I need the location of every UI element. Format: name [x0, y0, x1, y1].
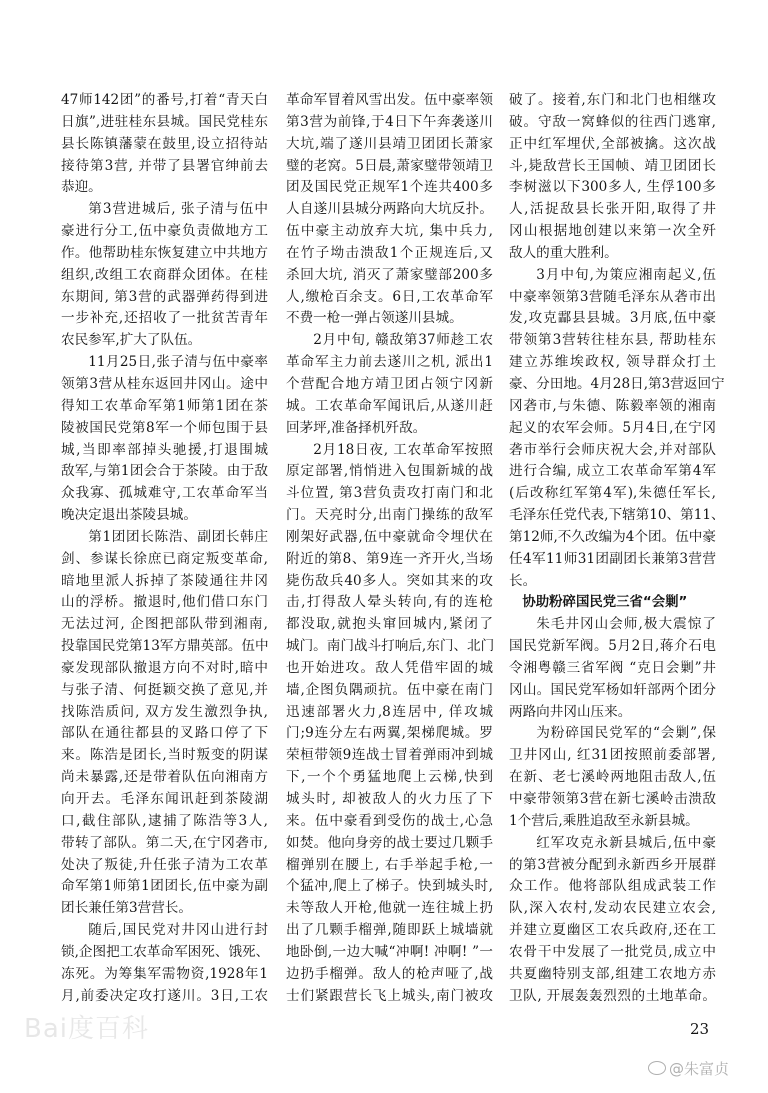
text-line: 中豪带领第3营在新七溪岭击溃敌	[509, 791, 716, 807]
text-line: 作。他帮助桂东恢复建立中共地方	[61, 244, 268, 261]
text-line: 随后,国民党对井冈山进行封	[88, 922, 268, 939]
text-line: 豪、分田地。4月28日,第3营返回宁	[509, 375, 725, 392]
text-line: 找陈浩质问, 双方发生激烈争执,	[61, 703, 268, 720]
text-line: 附近的第8、第9连一齐开火,当场	[286, 550, 493, 567]
text-line: 组织,改组工农商群众团体。在桂	[61, 266, 268, 283]
text-line: 发,攻克酃县县城。3月底,伍中豪	[509, 310, 716, 327]
text-line: 未等敌人开枪,他就一连往城上扔	[286, 900, 493, 917]
text-line: 得知工农革命军第1师第1团在茶	[61, 397, 268, 414]
text-line: 命军第1师第1团团长,伍中豪为副	[61, 878, 268, 895]
text-line: 冈山根据地创建以来第一次全歼	[509, 223, 716, 240]
baidu-baike-watermark: Bai度百科	[24, 1014, 149, 1044]
text-line: 无法过河, 企图把部队带到湘南,	[61, 616, 268, 633]
text-line: 尚未暴露,还是带着队伍向湘南方	[61, 769, 268, 786]
text-line: 伍中豪主动放弃大坑, 集中兵力,	[286, 223, 493, 240]
text-line: 城,当即率部掉头驰援,打退围城	[61, 441, 268, 458]
section-heading: 协助粉碎国民党三省“会剿”	[522, 595, 688, 611]
text-line: 剑、参谋长徐庶已商定叛变革命,	[61, 550, 268, 567]
text-line: 向开去。毛泽东闻讯赶到茶陵湖	[61, 791, 268, 807]
text-line: 边扔手榴弹。敌人的枪声哑了,战	[286, 965, 493, 982]
text-line: 与张子清、何挺颖交换了意见,并	[61, 681, 268, 698]
text-line: 出了几颗手榴弹,随即跃上城墙就	[286, 922, 493, 939]
text-line: 县长陈镇藩蒙在鼓里,设立招待站	[61, 135, 268, 152]
text-line: 队,深入农村,发动农民建立农会,	[509, 900, 716, 917]
weibo-logo-icon	[648, 1061, 666, 1075]
text-line: 接待第3营, 并带了县署官绅前去	[61, 157, 268, 174]
text-line: 个猛冲,爬上了梯子。快到城头时,	[286, 878, 493, 895]
text-line: 朱毛井冈山会师,极大震惊了	[536, 616, 716, 633]
text-line: 农民参军,扩大了队伍。	[61, 332, 202, 349]
text-line: 第3营进城后, 张子清与伍中	[88, 201, 268, 218]
text-line: 带领第3营转往桂东县, 帮助桂东	[509, 332, 716, 349]
text-line: 恭迎。	[61, 179, 102, 196]
text-line: 暗地里派人拆掉了茶陵通往井冈	[61, 572, 268, 589]
text-line: 东期间, 第3营的武器弹药得到进	[61, 288, 268, 305]
text-line: 2月18日夜, 工农革命军按照	[313, 441, 493, 458]
text-line: 47师142团”的番号,打着“青天白	[61, 92, 268, 108]
text-column-2	[286, 90, 493, 1007]
text-line: 晚决定退出茶陵县城。	[61, 507, 197, 524]
text-line: 在新、老七溪岭两地阻击敌人,伍	[509, 769, 716, 786]
text-line: 迅速部署火力,8连居中, 佯攻城	[286, 703, 493, 720]
text-line: 都没取,就抱头窜回城内,紧闭了	[286, 616, 493, 633]
text-line: 团及国民党正规军1个连共400多	[286, 179, 493, 196]
text-line: 中豪率领第3营随毛泽东从砻市出	[509, 288, 716, 305]
text-line: 日旗”,进驻桂东县城。国民党桂东	[61, 113, 268, 130]
text-line: 部队在通往都县的叉路口停了下	[61, 725, 268, 742]
text-line: 2月中旬, 赣敌第37师趁工农	[313, 332, 493, 349]
text-line: 回茅坪,准备择机歼敌。	[286, 419, 427, 436]
text-line: 冻死。为筹集军需物资,1928年1	[61, 965, 268, 982]
text-column-3	[509, 90, 725, 1007]
text-line: (后改称红军第4军),朱德任军长,	[509, 485, 716, 502]
text-line: 璧的老窝。5日晨,萧家璧带领靖卫	[286, 157, 493, 174]
text-line: 锁,企图把工农革命军困死、饿死、	[61, 943, 270, 960]
text-line: 个营配合地方靖卫团占领宁冈新	[286, 375, 493, 392]
text-line: 破了。接着,东门和北门也相继攻	[509, 92, 716, 108]
text-line: 正中红军埋伏,全部被擒。这次战	[509, 135, 716, 152]
text-line: 毛泽东任党代表,下辖第10、第11、	[509, 507, 725, 524]
text-line: 团长兼任第3营营长。	[61, 900, 192, 917]
text-line: 卫井冈山, 红31团按照前委部署,	[509, 747, 716, 764]
text-line: 农骨干中发展了一批党员,成立中	[509, 943, 716, 960]
text-line: 下,一个个勇猛地爬上云梯,快到	[286, 769, 493, 786]
text-line: 门;9连分左右两翼,架梯爬城。罗	[286, 725, 493, 742]
text-line: 人,缴枪百余支。6日,工农革命军	[286, 288, 493, 305]
text-line: 如焚。他向身旁的战士要过几颗手	[286, 834, 493, 851]
text-line: 11月25日,张子清与伍中豪率	[88, 354, 268, 371]
text-line: 士们紧跟营长飞上城头,南门被攻	[286, 987, 493, 1004]
text-line: 建立苏维埃政权, 领导群众打土	[509, 354, 716, 371]
text-line: 为粉碎国民党军的“会剿”,保	[536, 725, 716, 742]
text-line: 李树滋以下300多人, 生俘100多	[509, 179, 716, 196]
text-line: 革命军冒着风雪出发。伍中豪率领	[286, 92, 493, 108]
text-line: 墙,企图负隅顽抗。伍中豪在南门	[286, 681, 493, 698]
text-line: 人,活捉敌县长张开阳,取得了井	[509, 201, 716, 218]
text-line: 长。	[509, 572, 537, 589]
text-line: 人自遂川县城分两路向大坑反扑。	[286, 201, 493, 218]
text-line: 两路向井冈山压来。	[509, 703, 632, 720]
text-line: 领第3营从桂东返回井冈山。途中	[61, 375, 268, 392]
text-column-1	[61, 90, 268, 1007]
text-line: 原定部署,悄悄进入包围新城的战	[286, 463, 493, 480]
text-line: 口,截住部队,逮捕了陈浩等3人,	[61, 812, 268, 829]
text-line: 月,前委决定攻打遂川。3日,工农	[61, 987, 268, 1004]
text-line: 豪发现部队撤退方向不对时,暗中	[61, 659, 268, 676]
page-number: 23	[690, 1020, 710, 1038]
text-line: 进行合编, 成立工农革命军第4军	[509, 463, 716, 480]
text-line: 斗,毙敌营长王国帧、靖卫团团长	[509, 157, 716, 174]
text-line: 卫队, 开展轰轰烈烈的土地革命。	[509, 987, 716, 1004]
text-line: 一步补充,还招收了一批贫苦青年	[61, 310, 268, 327]
text-line: 带转了部队。第二天,在宁冈砻市,	[61, 834, 268, 851]
text-line: 并建立夏幽区工农兵政府,还在工	[509, 922, 716, 939]
text-line: 在竹子坳击溃敌1个正规连后,又	[286, 244, 493, 261]
text-line: 城头时, 却被敌人的火力压了下	[286, 791, 493, 807]
text-line: 城门。南门战斗打响后,东门、北门	[286, 638, 495, 655]
text-line: 荣桓带领9连战士冒着弹雨冲到城	[286, 747, 493, 764]
text-line: 第3营为前锋,于4日下午奔袭遂川	[286, 113, 493, 130]
text-line: 地卧倒,一边大喊“冲啊! 冲啊! ”一	[286, 943, 493, 960]
text-line: 令湘粤赣三省军阀 “克日会剿”井	[509, 659, 716, 676]
text-line: 1个营后,乘胜追敌至永新县城。	[509, 812, 699, 829]
text-line: 国民党新军阀。5月2日,蒋介石电	[509, 638, 716, 655]
text-line: 任4军11师31团副团长兼第3营营	[509, 550, 716, 567]
text-line: 也开始进攻。敌人凭借牢固的城	[286, 659, 493, 676]
text-line: 革命军主力前去遂川之机, 派出1	[286, 354, 493, 371]
weibo-handle: @朱富贞	[669, 1060, 730, 1078]
text-line: 众工作。他将部队组成武装工作	[509, 878, 716, 895]
text-line: 山的浮桥。撤退时,他们借口东门	[61, 594, 268, 611]
text-line: 榴弹别在腰上, 右手举起手枪,一	[286, 856, 493, 873]
text-line: 冈砻市,与朱德、陈毅率领的湘南	[509, 397, 716, 414]
text-line: 刚架好武器,伍中豪就命令埋伏在	[286, 528, 493, 545]
text-line: 红军攻克永新县城后,伍中豪	[536, 834, 716, 851]
text-line: 毙伤敌兵40多人。突如其来的攻	[286, 572, 493, 589]
text-line: 斗位置, 第3营负责攻打南门和北	[286, 485, 493, 502]
text-line: 第12师,不久改编为4个团。伍中豪	[509, 528, 716, 545]
text-line: 敌军,与第1团会合于茶陵。由于敌	[61, 463, 268, 480]
text-line: 众我寡、孤城难守,工农革命军当	[61, 485, 268, 502]
text-line: 处决了叛徒,升任张子清为工农革	[61, 856, 268, 873]
text-line: 第1团团长陈浩、副团长韩庄	[88, 528, 268, 545]
text-line: 门。天亮时分,出南门操练的敌军	[286, 507, 493, 524]
text-line: 击,打得敌人晕头转向,有的连枪	[286, 594, 493, 611]
text-line: 的第3营被分配到永新西乡开展群	[509, 856, 716, 873]
text-line: 来。伍中豪看到受伤的战士,心急	[286, 812, 493, 829]
text-line: 投靠国民党第13军方鼎英部。伍中	[61, 638, 269, 655]
text-line: 破。守敌一窝蜂似的往西门逃窜,	[509, 113, 716, 130]
text-line: 大坑,端了遂川县靖卫团团长萧家	[286, 135, 493, 152]
weibo-watermark	[648, 1058, 729, 1079]
text-line: 共夏幽特别支部,组建工农地方赤	[509, 965, 716, 982]
text-line: 敌人的重大胜利。	[509, 244, 618, 261]
text-line: 砻市举行会师庆祝大会,并对部队	[509, 441, 716, 458]
text-line: 冈山。国民党军杨如轩部两个团分	[509, 681, 716, 698]
text-line: 3月中旬,为策应湘南起义,伍	[536, 266, 716, 283]
text-line: 来。陈浩是团长,当时叛变的阴谋	[61, 747, 268, 764]
text-line: 不费一枪一弹占领遂川县城。	[286, 310, 463, 327]
text-line: 陵被国民党第8军一个师包围于县	[61, 419, 268, 436]
text-line: 杀回大坑, 消灭了萧家璧部200多	[286, 266, 493, 283]
text-line: 城。工农革命军闻讯后,从遂川赶	[286, 397, 493, 414]
text-line: 豪进行分工,伍中豪负责做地方工	[61, 223, 268, 240]
text-line: 起义的农军会师。5月4日,在宁冈	[509, 419, 716, 436]
